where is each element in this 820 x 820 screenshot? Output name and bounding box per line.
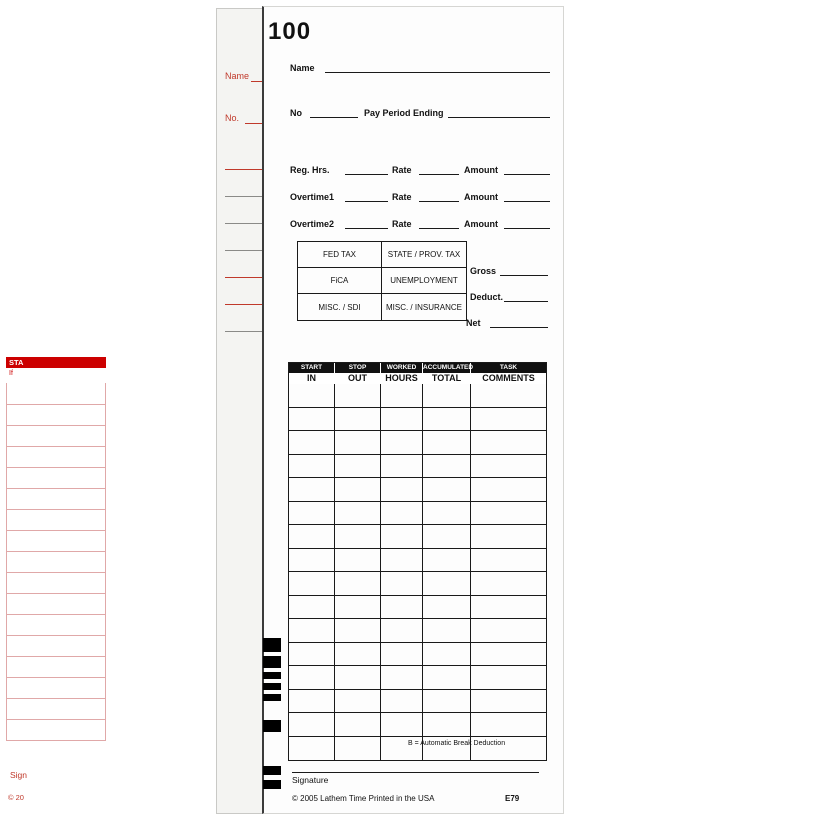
tax-cell-state-tax: STATE / PROV. TAX <box>382 242 466 268</box>
tax-cell-fica: FiCA <box>298 268 382 294</box>
signature-label: Signature <box>292 775 329 785</box>
punch-grid-cell[interactable] <box>381 596 423 620</box>
tax-table <box>297 241 467 321</box>
punch-grid-cell[interactable] <box>289 596 335 620</box>
col-task-bottom: COMMENTS <box>471 373 546 384</box>
name-label: Name <box>290 63 315 73</box>
punch-grid-cell[interactable] <box>381 502 423 526</box>
punch-grid-cell[interactable] <box>471 502 546 526</box>
tax-cell-misc-insurance: MISC. / INSURANCE <box>385 302 462 312</box>
card-number: 100 <box>268 18 312 45</box>
overtime2-label: Overtime2 <box>290 219 335 229</box>
punch-grid-cell[interactable] <box>471 478 546 502</box>
punch-grid-cell[interactable] <box>335 619 381 643</box>
back-grid-row <box>6 488 106 510</box>
punch-grid-cell[interactable] <box>289 478 335 502</box>
punch-grid-row[interactable] <box>289 643 546 667</box>
col-accumulated-total <box>423 363 474 384</box>
pay-period-field-line[interactable] <box>448 117 550 118</box>
punch-grid-row[interactable] <box>289 408 546 432</box>
footer-product-code: E79 <box>505 794 520 803</box>
punch-grid-cell[interactable] <box>335 408 381 432</box>
punch-grid-cell[interactable] <box>289 431 335 455</box>
punch-grid-cell[interactable] <box>381 643 423 667</box>
punch-grid-cell[interactable] <box>381 431 423 455</box>
back-grid-row <box>6 719 106 741</box>
punch-grid-cell[interactable] <box>381 619 423 643</box>
pay-period-label: Pay Period Ending <box>364 108 444 118</box>
punch-grid-row[interactable] <box>289 502 546 526</box>
punch-grid-cell[interactable] <box>471 643 546 667</box>
col-start-in <box>289 363 335 384</box>
punch-grid-cell[interactable] <box>335 431 381 455</box>
reg-amount-label: Amount <box>464 165 498 175</box>
col-task-comments <box>471 363 546 384</box>
punch-grid-cell[interactable] <box>335 596 381 620</box>
punch-grid-cell[interactable] <box>289 666 335 690</box>
back-signature-label: Sign <box>10 770 28 780</box>
back-name-label: Name <box>225 71 250 81</box>
col-stop-top: STOP <box>348 364 367 371</box>
spine-mark <box>263 683 281 690</box>
col-accum-top: ACCUMULATED <box>423 364 474 371</box>
overtime1-rate-value-line[interactable] <box>419 201 459 202</box>
punch-grid-cell[interactable] <box>423 549 471 573</box>
col-accum-bottom: TOTAL <box>423 373 470 384</box>
punch-grid-cell[interactable] <box>381 713 423 737</box>
gross-label: Gross <box>470 266 497 276</box>
tax-cell-misc-sdi: MISC. / SDI <box>298 294 382 320</box>
punch-grid-row[interactable] <box>289 666 546 690</box>
back-copyright: © 20 <box>8 793 24 802</box>
col-task-top: TASK <box>499 364 518 371</box>
punch-grid-cell[interactable] <box>381 572 423 596</box>
punch-grid-body <box>289 384 546 760</box>
col-worked-hours <box>381 363 423 384</box>
break-deduction-note: B = Automatic Break Deduction <box>408 740 506 747</box>
spine-mark <box>263 656 281 668</box>
overtime2-amount-label: Amount <box>464 219 498 229</box>
back-grid-row <box>6 383 106 405</box>
punch-grid-cell[interactable] <box>335 713 381 737</box>
tax-cell-fed-tax: FED TAX <box>298 242 382 268</box>
col-start-top: START <box>300 364 323 371</box>
punch-grid-cell[interactable] <box>335 549 381 573</box>
col-start-bottom: IN <box>289 373 334 384</box>
punch-grid-cell[interactable] <box>381 384 423 408</box>
signature-line[interactable] <box>292 772 539 773</box>
no-label: No <box>290 108 302 118</box>
punch-grid-cell[interactable] <box>289 549 335 573</box>
punch-grid-header <box>289 363 546 384</box>
punch-grid-row[interactable] <box>289 478 546 502</box>
punch-grid-row[interactable] <box>289 384 546 408</box>
overtime2-rate-value-line[interactable] <box>419 228 459 229</box>
back-grid-row <box>6 635 106 657</box>
back-grid-row <box>6 656 106 678</box>
reg-hours-value-line[interactable] <box>345 174 388 175</box>
punch-grid-cell[interactable] <box>471 431 546 455</box>
col-stop-bottom: OUT <box>335 373 380 384</box>
back-stamp-subtext: If <box>9 370 13 377</box>
punch-grid-cell[interactable] <box>381 525 423 549</box>
back-grid-row <box>6 446 106 468</box>
punch-grid-cell[interactable] <box>335 572 381 596</box>
overtime1-label: Overtime1 <box>290 192 335 202</box>
spine-mark <box>263 766 281 775</box>
punch-grid-row[interactable] <box>289 572 546 596</box>
punch-grid-cell[interactable] <box>423 619 471 643</box>
punch-grid-cell[interactable] <box>423 384 471 408</box>
back-grid-row <box>6 593 106 615</box>
punch-grid-cell[interactable] <box>335 455 381 479</box>
punch-grid-cell[interactable] <box>289 713 335 737</box>
punch-grid-cell[interactable] <box>289 525 335 549</box>
back-grid-row <box>6 572 106 594</box>
punch-grid-cell[interactable] <box>335 502 381 526</box>
spine-mark <box>263 720 281 732</box>
punch-grid-cell[interactable] <box>335 690 381 714</box>
punch-grid-row[interactable] <box>289 596 546 620</box>
punch-grid-row[interactable] <box>289 713 546 737</box>
back-grid-row <box>6 698 106 720</box>
overtime1-amount-value-line[interactable] <box>504 201 550 202</box>
name-field-line[interactable] <box>325 72 550 73</box>
punch-grid-cell[interactable] <box>423 478 471 502</box>
punch-grid-row[interactable] <box>289 431 546 455</box>
punch-grid-cell[interactable] <box>381 408 423 432</box>
punch-grid-cell[interactable] <box>423 408 471 432</box>
reg-rate-label: Rate <box>392 165 412 175</box>
punch-grid-row[interactable] <box>289 619 546 643</box>
punch-grid-cell[interactable] <box>289 737 335 761</box>
punch-grid-cell[interactable] <box>471 408 546 432</box>
punch-grid-cell[interactable] <box>289 690 335 714</box>
punch-grid-cell[interactable] <box>335 643 381 667</box>
spine-mark <box>263 638 281 652</box>
punch-grid-cell[interactable] <box>423 690 471 714</box>
punch-grid-cell[interactable] <box>423 572 471 596</box>
punch-grid-cell[interactable] <box>471 596 546 620</box>
punch-grid-cell[interactable] <box>381 455 423 479</box>
back-grid-row <box>6 404 106 426</box>
tax-cell-unemployment: UNEMPLOYMENT <box>382 268 466 294</box>
overtime1-rate-label: Rate <box>392 192 412 202</box>
reg-hours-label: Reg. Hrs. <box>290 165 330 175</box>
overtime1-amount-label: Amount <box>464 192 498 202</box>
punch-grid-cell[interactable] <box>423 525 471 549</box>
punch-grid-cell[interactable] <box>471 455 546 479</box>
net-label: Net <box>466 318 481 328</box>
punch-grid-cell[interactable] <box>289 408 335 432</box>
deduct-value-line[interactable] <box>504 301 548 302</box>
back-no-label: No. <box>225 113 240 123</box>
punch-grid-cell[interactable] <box>335 384 381 408</box>
back-grid-row <box>6 509 106 531</box>
punch-grid-cell[interactable] <box>471 619 546 643</box>
back-stamp-header: STA <box>6 357 106 368</box>
spine-mark <box>263 694 281 701</box>
back-grid-row <box>6 530 106 552</box>
overtime2-value-line[interactable] <box>345 228 388 229</box>
punch-grid-cell[interactable] <box>335 478 381 502</box>
punch-grid-cell[interactable] <box>423 431 471 455</box>
punch-grid-cell[interactable] <box>471 690 546 714</box>
back-grid-row <box>6 614 106 636</box>
punch-grid-cell[interactable] <box>471 525 546 549</box>
reg-amount-value-line[interactable] <box>504 174 550 175</box>
punch-grid-cell[interactable] <box>381 549 423 573</box>
net-value-line[interactable] <box>490 327 548 328</box>
deduct-label: Deduct. <box>470 292 504 302</box>
col-worked-top: WORKED <box>386 364 417 371</box>
punch-grid-row[interactable] <box>289 525 546 549</box>
punch-grid-row[interactable] <box>289 549 546 573</box>
punch-grid-cell[interactable] <box>335 666 381 690</box>
gross-value-line[interactable] <box>500 275 548 276</box>
overtime2-amount-value-line[interactable] <box>504 228 550 229</box>
reg-rate-value-line[interactable] <box>419 174 459 175</box>
back-grid-row <box>6 467 106 489</box>
punch-grid-cell[interactable] <box>423 713 471 737</box>
punch-grid-cell[interactable] <box>471 384 546 408</box>
punch-grid-cell[interactable] <box>471 713 546 737</box>
punch-grid-cell[interactable] <box>381 478 423 502</box>
footer-copyright: © 2005 Lathem Time Printed in the USA <box>292 794 435 803</box>
punch-grid-cell[interactable] <box>381 690 423 714</box>
punch-grid-cell[interactable] <box>335 525 381 549</box>
back-grid-row <box>6 677 106 699</box>
punch-grid-cell[interactable] <box>471 549 546 573</box>
punch-grid <box>288 362 547 761</box>
punch-grid-row[interactable] <box>289 690 546 714</box>
back-grid-row <box>6 551 106 573</box>
punch-grid-cell[interactable] <box>381 666 423 690</box>
punch-grid-cell[interactable] <box>335 737 381 761</box>
punch-grid-cell[interactable] <box>289 384 335 408</box>
back-grid-row <box>6 425 106 447</box>
overtime1-value-line[interactable] <box>345 201 388 202</box>
spine-mark <box>263 780 281 789</box>
punch-grid-row[interactable] <box>289 455 546 479</box>
punch-grid-cell[interactable] <box>289 619 335 643</box>
punch-grid-cell[interactable] <box>423 455 471 479</box>
col-worked-bottom: HOURS <box>381 373 422 384</box>
punch-grid-cell[interactable] <box>471 572 546 596</box>
punch-grid-cell[interactable] <box>423 596 471 620</box>
overtime2-rate-label: Rate <box>392 219 412 229</box>
punch-grid-cell[interactable] <box>289 572 335 596</box>
no-field-line[interactable] <box>310 117 358 118</box>
punch-grid-cell[interactable] <box>423 643 471 667</box>
spine-mark <box>263 672 281 679</box>
col-stop-out <box>335 363 381 384</box>
punch-grid-cell[interactable] <box>289 455 335 479</box>
punch-grid-cell[interactable] <box>423 666 471 690</box>
punch-grid-cell[interactable] <box>423 502 471 526</box>
punch-grid-cell[interactable] <box>471 666 546 690</box>
punch-grid-cell[interactable] <box>289 502 335 526</box>
punch-grid-cell[interactable] <box>289 643 335 667</box>
